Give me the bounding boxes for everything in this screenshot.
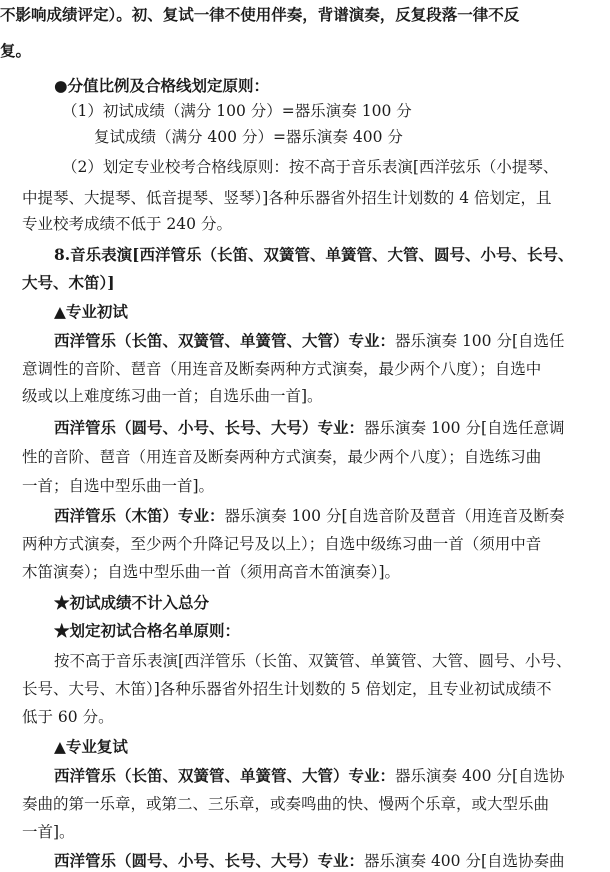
- text-line: [0, 793, 610, 815]
- text-run: 器乐演奏 100 分[自选任: [395, 332, 565, 350]
- text-run: 器乐演奏 400 分[自选协: [395, 767, 565, 785]
- text-run: 专业校考成绩不低于 240 分。: [22, 215, 232, 233]
- note-heading: [0, 620, 610, 642]
- text-line: [0, 272, 610, 294]
- sub-heading: [0, 736, 610, 758]
- text-line: [0, 187, 610, 209]
- text-run: 按不高于音乐表演[西洋管乐（长笛、双簧管、单簧管、大管、圆号、小号、: [54, 652, 572, 670]
- text-run: 奏曲的第一乐章，或第二、三乐章，或奏鸣曲的快、慢两个乐章，或大型乐曲: [22, 795, 550, 813]
- text-run: 复。: [0, 41, 32, 60]
- text-run: 意调性的音阶、琶音（用连音及断奏两种方式演奏，最少两个八度）；自选中: [22, 360, 542, 378]
- text-run: 一首]。: [22, 823, 75, 841]
- text-line: [0, 533, 610, 555]
- text-run: 器乐演奏 100 分[自选音阶及琶音（用连音及断奏: [224, 507, 565, 525]
- text-line: [0, 417, 610, 439]
- text-run: 西洋管乐（长笛、双簧管、单簧管、大管）专业：: [54, 331, 396, 350]
- text-run: ★初试成绩不计入总分: [54, 593, 210, 612]
- text-run: 器乐演奏 400 分[自选协奏曲: [364, 852, 565, 870]
- text-run: ▲专业初试: [54, 302, 128, 321]
- section-heading: [0, 75, 610, 97]
- section-heading: [0, 244, 610, 266]
- text-run: （1）初试成绩（满分 100 分）=器乐演奏 100 分: [62, 102, 412, 120]
- sub-heading: [0, 301, 610, 323]
- text-run: 低于 60 分。: [22, 708, 114, 726]
- text-line: [0, 765, 610, 787]
- text-line: [0, 821, 610, 843]
- text-run: 西洋管乐（木笛）专业：: [54, 506, 225, 525]
- text-run: 西洋管乐（长笛、双簧管、单簧管、大管）专业：: [54, 766, 396, 785]
- text-line: [0, 446, 610, 468]
- text-run: 木笛演奏）；自选中型乐曲一首（须用高音木笛演奏）]。: [22, 563, 401, 581]
- text-run: ★划定初试合格名单原则：: [54, 621, 241, 640]
- text-run: ●分值比例及合格线划定原则：: [54, 76, 270, 95]
- text-line: [0, 358, 610, 380]
- text-run: 一首；自选中型乐曲一首]。: [22, 477, 215, 495]
- text-run: 级或以上难度练习曲一首；自选乐曲一首]。: [22, 387, 323, 405]
- text-run: 复试成绩（满分 400 分）=器乐演奏 400 分: [94, 128, 403, 146]
- text-line: [0, 385, 610, 407]
- text-run: 器乐演奏 100 分[自选任意调: [364, 419, 565, 437]
- text-line: [0, 213, 610, 235]
- note-heading: [0, 592, 610, 614]
- text-line: [0, 650, 610, 672]
- text-line: [0, 561, 610, 583]
- text-line: [0, 126, 610, 148]
- text-line: [0, 156, 610, 178]
- text-run: 中提琴、大提琴、低音提琴、竖琴）]各种乐器省外招生计划数的 4 倍划定，且: [22, 189, 552, 207]
- text-line: [0, 678, 610, 700]
- text-line: [0, 475, 610, 497]
- text-line: [0, 505, 610, 527]
- text-run: 性的音阶、琶音（用连音及断奏两种方式演奏，最少两个八度）；自选练习曲: [22, 448, 542, 466]
- text-run: 两种方式演奏，至少两个升降记号及以上）；自选中级练习曲一首（须用中音: [22, 535, 542, 553]
- text-line: [0, 100, 610, 122]
- text-run: 西洋管乐（圆号、小号、长号、大号）专业：: [54, 418, 365, 437]
- text-run: 长号、大号、木笛）]各种乐器省外招生计划数的 5 倍划定，且专业初试成绩不: [22, 680, 552, 698]
- text-run: 8.音乐表演[西洋管乐（长笛、双簧管、单簧管、大管、圆号、小号、长号、: [54, 245, 574, 264]
- text-run: （2）划定专业校考合格线原则：按不高于音乐表演[西洋弦乐（小提琴、: [62, 158, 559, 176]
- text-run: 西洋管乐（圆号、小号、长号、大号）专业：: [54, 851, 365, 870]
- text-run: ▲专业复试: [54, 737, 128, 756]
- text-line: [0, 40, 610, 62]
- text-line: [0, 330, 610, 352]
- text-run: 大号、木笛）]: [22, 273, 115, 292]
- text-line: [0, 706, 610, 728]
- text-run: 不影响成绩评定）。初、复试一律不使用伴奏，背谱演奏，反复段落一律不反: [0, 5, 520, 24]
- text-line: [0, 850, 610, 872]
- text-line: [0, 4, 610, 26]
